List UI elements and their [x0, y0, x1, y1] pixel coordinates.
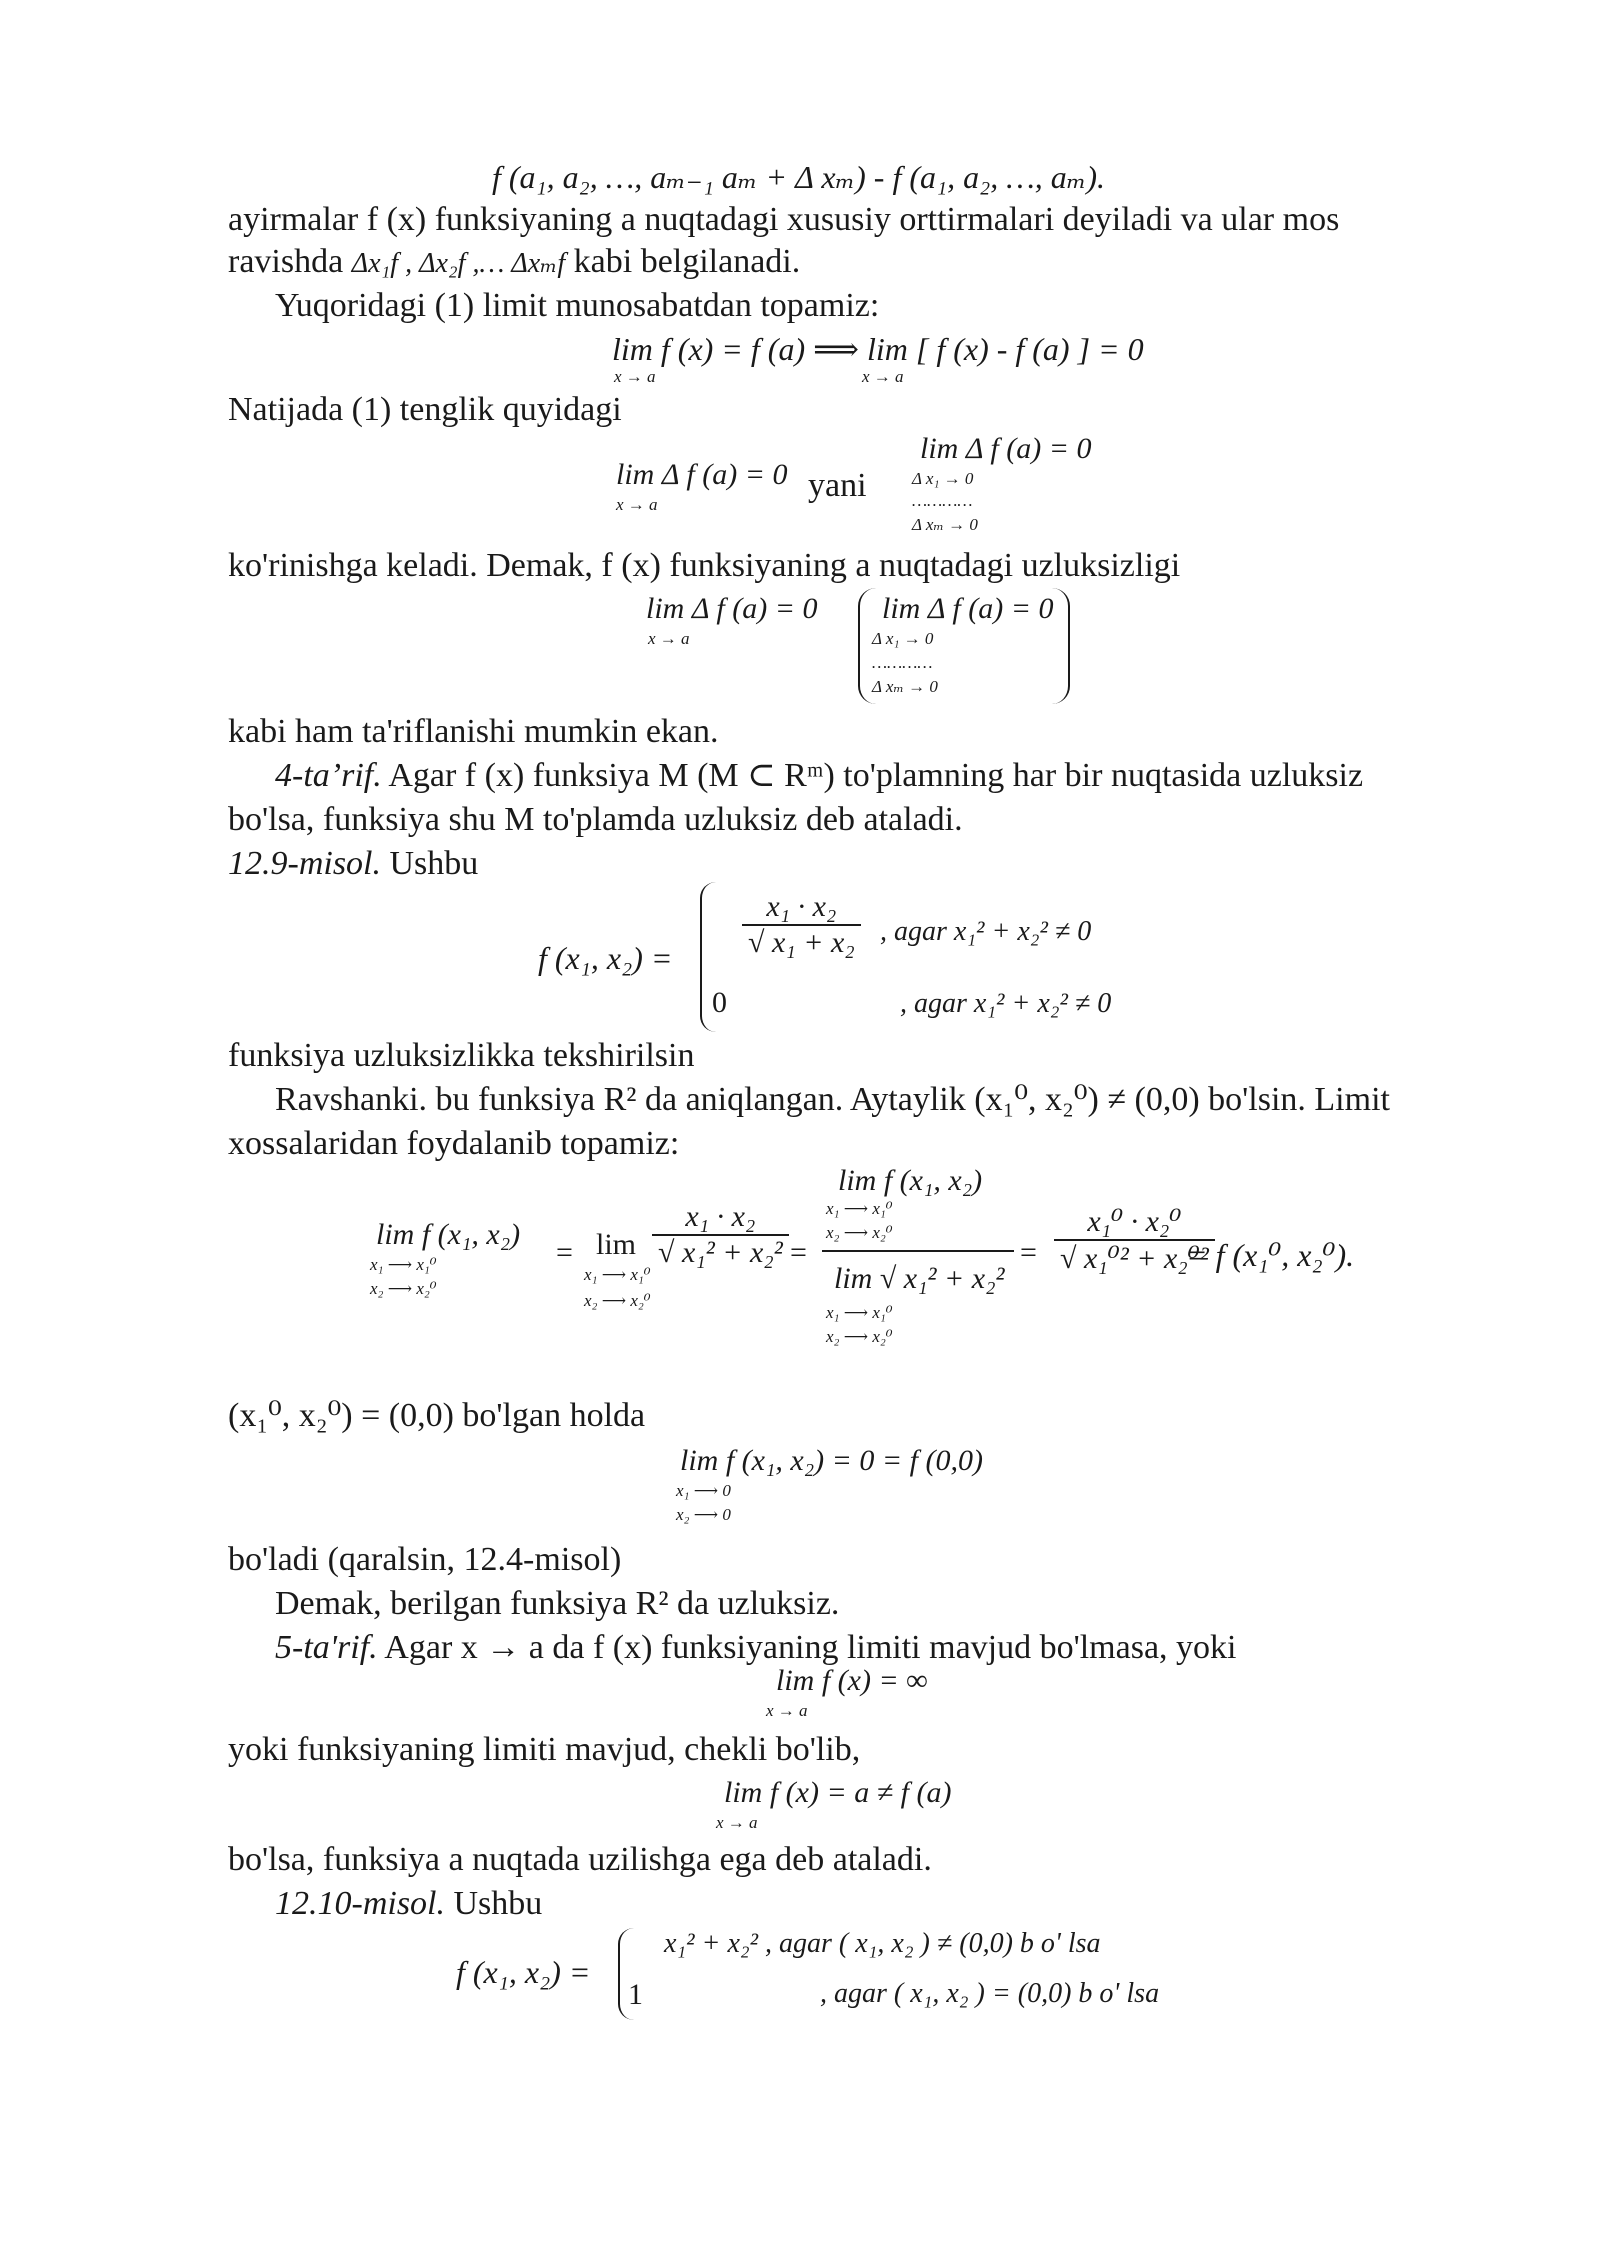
fraction-body — [742, 890, 861, 960]
limit-expression: lim f (x₁, x₂) — [376, 1218, 521, 1251]
text-line: ko'rinishga keladi. Demak, f (x) funksiyaning a nuqtadagi uzluksizligi — [228, 547, 1181, 584]
definition-label: 4-ta’rif. — [275, 757, 382, 794]
text-line: kabi ham ta'riflanishi mumkin ekan. — [228, 713, 719, 750]
piecewise-condition: , agar x₁² + x₂² ≠ 0 — [900, 988, 1112, 1019]
notation-partial-increments: Δx₁f , Δx₂f ,… Δxₘf — [351, 248, 566, 279]
piecewise-lhs: f (x₁, x₂) = — [538, 940, 673, 976]
equals-sign: = — [556, 1236, 573, 1269]
example-label: 12.10-misol. — [275, 1885, 445, 1922]
text-line: bo'lsa, funksiya shu M to'plamda uzluksiz deb ataladi. — [228, 801, 963, 838]
limit-condition: Δ xₘ → 0 — [912, 515, 978, 534]
limit-condition: x₂ ⟶ x₂⁰ — [584, 1291, 651, 1310]
text-line — [228, 844, 478, 884]
equation-partial-increment: f (a₁, a₂, …, aₘ₋₁ aₘ + Δ xₘ) - f (a₁, a₂, …, aₘ). — [492, 159, 1105, 195]
limit-condition: x₁ ⟶ 0 — [676, 1481, 731, 1500]
example-label: 12.9-misol. — [228, 845, 381, 882]
limit-condition: x₂ ⟶ x₂⁰ — [370, 1279, 437, 1298]
fraction-denominator: √ x₁⁰² + x₂⁰² — [1060, 1242, 1209, 1275]
limit-condition: Δ x₁ → 0 — [872, 629, 934, 648]
text-line: bo'ladi (qaralsin, 12.4-misol) — [228, 1541, 622, 1578]
equals-sign: = — [790, 1236, 807, 1269]
limit-zero-case: lim f (x₁, x₂) = 0 = f (0,0) — [680, 1444, 983, 1477]
limit-condition: x₂ ⟶ 0 — [676, 1505, 731, 1524]
text-span: ravishda — [228, 243, 344, 280]
limit-condition: x → a — [616, 495, 658, 514]
text-yani: yani — [808, 467, 867, 504]
text-line: yoki funksiyaning limiti mavjud, chekli bo'lib, — [228, 1731, 861, 1768]
fraction-denominator: √ x₁ + x₂ — [748, 926, 855, 959]
piecewise-one: 1 — [628, 1978, 643, 2011]
equation-limit-delta: lim Δ f (a) = 0 — [646, 592, 818, 625]
limit-condition: x₁ ⟶ x₁⁰ — [826, 1303, 893, 1322]
text-line: Yuqoridagi (1) limit munosabatdan topamiz: — [275, 287, 880, 324]
equals-sign: = — [1020, 1236, 1037, 1269]
text-line: xossalaridan foydalanib topamiz: — [228, 1125, 680, 1162]
limit-condition: Δ x₁ → 0 — [912, 469, 974, 488]
text-line — [275, 1628, 1237, 1668]
text-line: Demak, berilgan funksiya R² da uzluksiz. — [275, 1585, 840, 1622]
piecewise-row: x₁² + x₂² , agar ( x₁, x₂ ) ≠ (0,0) b o' lsa — [664, 1928, 1101, 1959]
equation-limit-delta-multi: lim Δ f (a) = 0 — [882, 592, 1054, 625]
limit-condition: Δ xₘ → 0 — [872, 677, 938, 696]
text-line: Ravshanki. bu funksiya R² da aniqlangan. Aytaylik (x₁⁰, x₂⁰) ≠ (0,0) bo'lsin. Limit — [275, 1081, 1390, 1118]
limit-condition: x₁ ⟶ x₁⁰ — [584, 1265, 651, 1284]
fraction-body — [652, 1200, 789, 1270]
text-span: kabi belgilanadi. — [573, 243, 801, 280]
limit-condition-dots: ………… — [872, 653, 933, 672]
equation-limit-delta-multi: lim Δ f (a) = 0 — [920, 432, 1092, 465]
limit-condition: x → a — [716, 1813, 758, 1832]
limit-operator: lim — [596, 1228, 637, 1261]
text-line: bo'lsa, funksiya a nuqtada uzilishga ega deb ataladi. — [228, 1841, 932, 1878]
limit-condition: x₁ ⟶ x₁⁰ — [826, 1199, 893, 1218]
definition-label: 5-ta'rif. — [275, 1629, 378, 1666]
text-line: (x₁⁰, x₂⁰) = (0,0) bo'lgan holda — [228, 1397, 646, 1434]
equation-limit-difference: lim f (x) = f (a) ⟹ lim [ f (x) - f (a) ] = 0 — [612, 331, 1144, 367]
text-line: funksiya uzluksizlikka tekshirilsin — [228, 1037, 695, 1074]
limit-infinity: lim f (x) = ∞ — [776, 1664, 928, 1697]
text-line — [228, 242, 800, 284]
fraction — [742, 890, 861, 960]
piecewise-row: , agar ( x₁, x₂ ) = (0,0) b o' lsa — [820, 1978, 1160, 2009]
text-span: Ushbu — [453, 1885, 543, 1922]
fraction-numerator: x₁ · x₂ — [742, 890, 861, 926]
text-line: ayirmalar f (x) funksiyaning a nuqtadagi xususiy orttirmalari deyiladi va ular mos — [228, 201, 1340, 238]
limit-condition: x₁ ⟶ x₁⁰ — [370, 1255, 437, 1274]
limit-condition: x → a — [614, 367, 656, 386]
text-span: Agar f (x) funksiya M (M ⊂ Rᵐ) to'plamning har bir nuqtasida uzluksiz — [388, 757, 1364, 794]
piecewise-lhs: f (x₁, x₂) = — [456, 1954, 591, 1990]
fraction-line — [822, 1250, 1014, 1252]
limit-condition-dots: ………… — [912, 491, 973, 510]
text-line — [275, 1884, 542, 1924]
text-span: Ushbu — [389, 845, 479, 882]
limit-result: = f (x₁⁰, x₂⁰). — [1186, 1237, 1355, 1273]
limit-numerator: lim f (x₁, x₂) — [838, 1164, 983, 1197]
limit-condition: x₂ ⟶ x₂⁰ — [826, 1223, 893, 1242]
piecewise-condition: , agar x₁² + x₂² ≠ 0 — [880, 916, 1092, 947]
text-span: Agar x → a da f (x) funksiyaning limiti mavjud bo'lmasa, yoki — [384, 1629, 1237, 1666]
equation-limit-delta: lim Δ f (a) = 0 — [616, 458, 788, 491]
fraction-denominator: √ x₁² + x₂² — [658, 1236, 783, 1269]
limit-condition: x → a — [862, 367, 904, 386]
text-line: Natijada (1) tenglik quyidagi — [228, 391, 622, 428]
fraction — [652, 1200, 789, 1270]
text-line — [275, 756, 1363, 796]
fraction-numerator: x₁ · x₂ — [652, 1200, 789, 1236]
limit-denominator: lim √ x₁² + x₂² — [834, 1262, 1005, 1295]
limit-condition: x → a — [648, 629, 690, 648]
fraction-numerator: x₁⁰ · x₂⁰ — [1054, 1204, 1215, 1241]
limit-condition: x → a — [766, 1701, 808, 1720]
limit-condition: x₂ ⟶ x₂⁰ — [826, 1327, 893, 1346]
piecewise-zero: 0 — [712, 986, 727, 1019]
limit-not-equal: lim f (x) = a ≠ f (a) — [724, 1776, 952, 1809]
